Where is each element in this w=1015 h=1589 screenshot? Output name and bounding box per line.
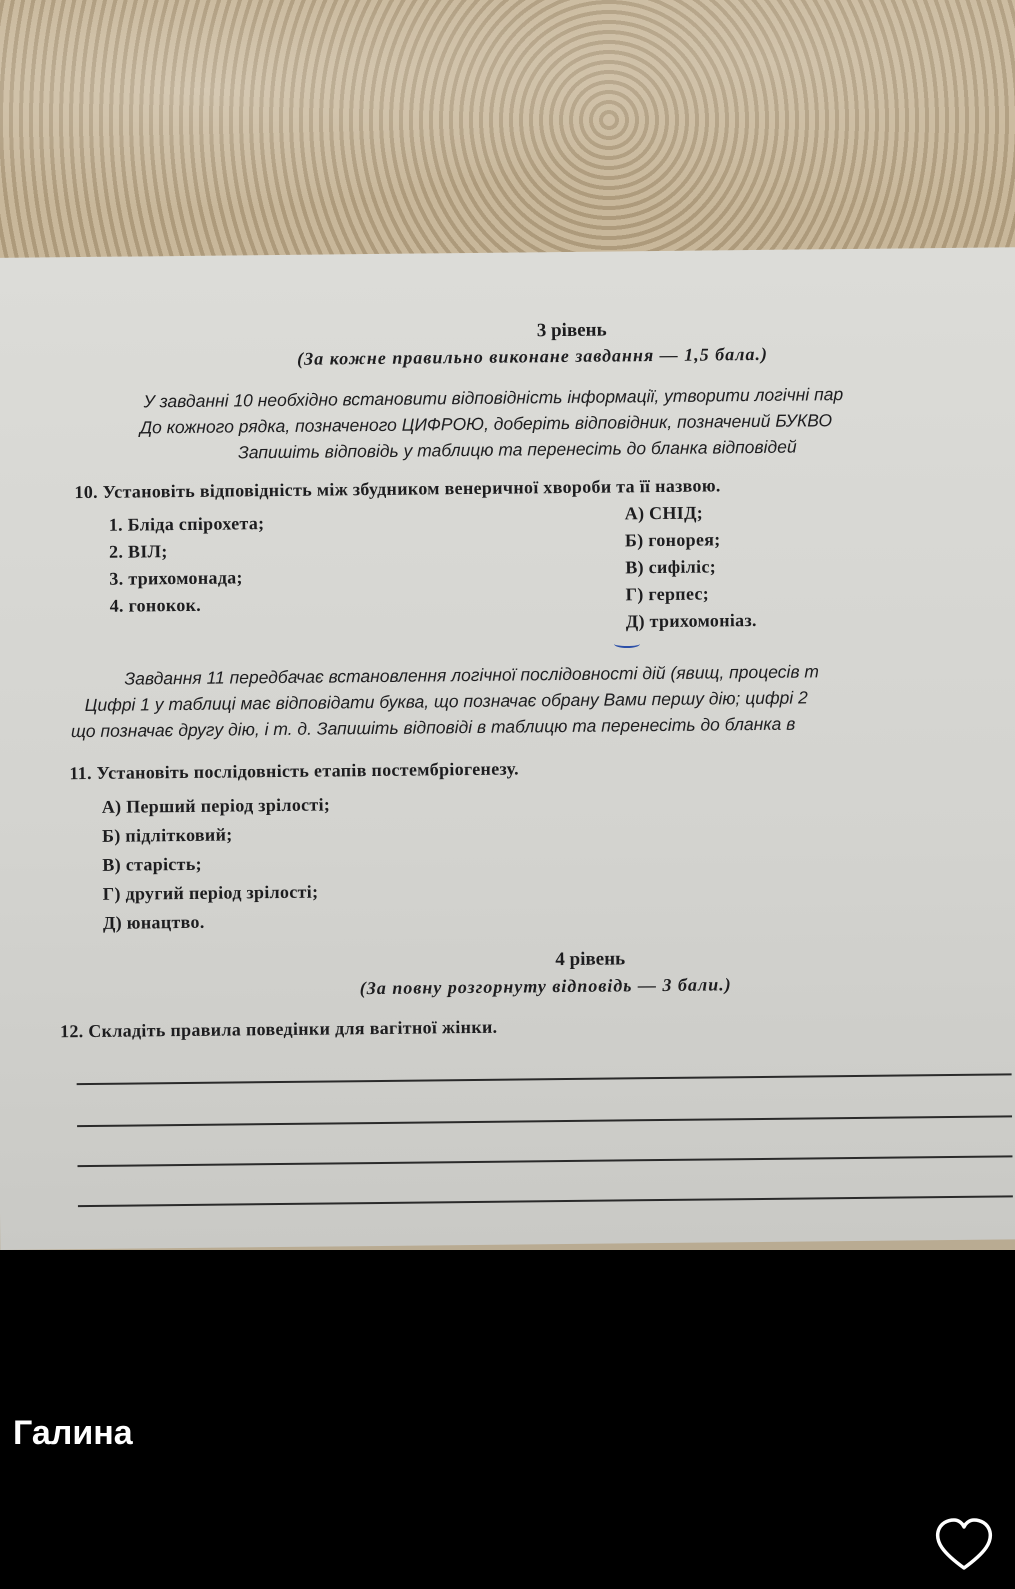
q11-instruction-2: Цифрі 1 у таблиці має відповідати буква, що позначає обрану Вами першу дію; цифрі 2 (84, 687, 808, 716)
instruction-line-1: У завданні 10 необхідно встановити відповідність інформації, утворити логічні пар (143, 384, 844, 412)
q10-left-3: 3. трихомонада; (109, 567, 243, 589)
answer-line-2 (77, 1115, 1012, 1126)
q11-option-b: Б) підлітковий; (101, 824, 233, 846)
question-10: 10. Установіть відповідність між збудником венеричної хвороби та її назвою. (74, 475, 721, 503)
level3-heading: 3 рівень (536, 319, 607, 342)
level3-subheading: (За кожне правильно виконане завдання — 1,5 бала.) (296, 343, 769, 369)
q10-right-a: А) СНІД; (624, 502, 704, 524)
q10-left-1: 1. Бліда спірохета; (108, 513, 265, 535)
level4-subheading: (За повну розгорнуту відповідь — 3 бали.) (359, 974, 732, 999)
answer-line-3 (78, 1155, 1013, 1166)
q11-instruction-3: що позначає другу дію, і т. д. Запишіть відповіді в таблицю та перенесіть до бланка в (70, 713, 796, 742)
instruction-line-3: Запишіть відповідь у таблицю та перенесіть до бланка відповідей (237, 436, 797, 463)
question-12: 12. Складіть правила поведінки для вагітної жінки. (59, 1016, 498, 1042)
q10-left-2: 2. ВІЛ; (108, 541, 168, 562)
q11-option-d: Г) другий період зрілості; (102, 881, 319, 904)
q10-right-d: Г) герпес; (625, 583, 710, 605)
author-name: Галина (13, 1414, 133, 1452)
q11-option-c: В) старість; (102, 853, 202, 875)
level4-heading: 4 рівень (555, 948, 626, 971)
q11-option-e: Д) юнацтво. (102, 911, 205, 933)
answer-line-4 (78, 1195, 1013, 1206)
worksheet-page (0, 247, 1015, 1250)
instruction-line-2: До кожного рядка, позначеного ЦИФРОЮ, доберіть відповідник, позначений БУКВО (139, 410, 833, 438)
q11-instruction-1: Завдання 11 передбачає встановлення логічної послідовності дій (явищ, процесів т (124, 661, 820, 689)
q10-right-c: В) сифіліс; (625, 556, 717, 578)
answer-line-1 (77, 1073, 1012, 1084)
pen-mark (614, 640, 640, 648)
q11-option-a: А) Перший період зрілості; (101, 794, 331, 817)
question-11: 11. Установіть послідовність етапів постембріогенезу. (69, 758, 519, 784)
heart-outline-icon[interactable] (934, 1518, 994, 1572)
q10-left-4: 4. гонокок. (109, 594, 202, 616)
q10-right-e: Д) трихомоніаз. (625, 609, 757, 632)
q10-right-b: Б) гонорея; (624, 529, 721, 551)
